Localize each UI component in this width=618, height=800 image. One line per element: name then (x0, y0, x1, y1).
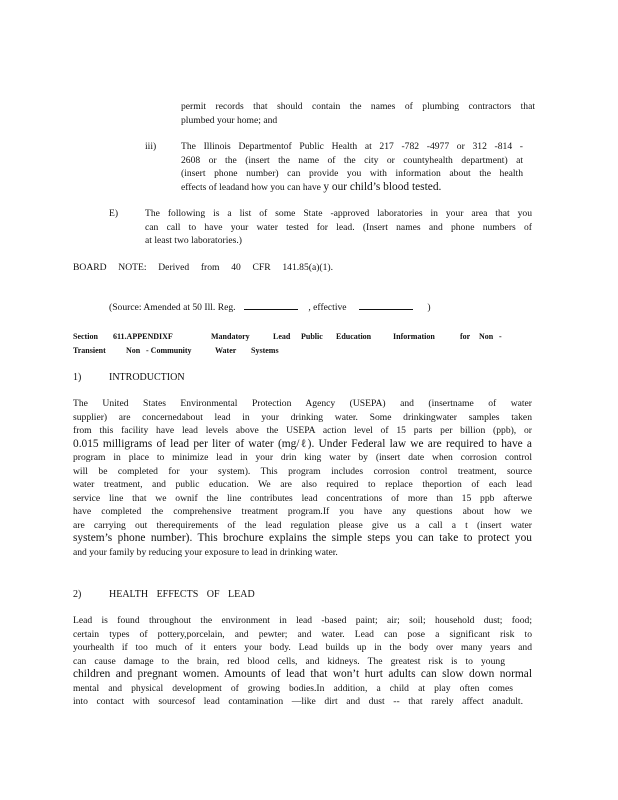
item-iii-text (181, 140, 523, 194)
header-word: Lead (273, 332, 291, 341)
header-word: - Community (146, 346, 192, 355)
text-line: mental and physical development of growing bodies.In addition, a child at play often comes (73, 682, 513, 694)
text-line: The United States Environmental Protection Agency (USEPA) and (insertname of water (73, 398, 532, 409)
header-word: Information (393, 332, 435, 341)
text-line: yourhealth if too much of it enters your body. Lead builds up in the body over many years and (73, 642, 532, 653)
text-fragment: y our child’s blood tested. (323, 180, 442, 193)
intro-paragraph (73, 397, 532, 559)
health-paragraph (73, 614, 532, 709)
health-number: 2) (73, 589, 82, 600)
header-word: Mandatory (211, 332, 250, 341)
header-word: 611.APPENDIXF (113, 332, 173, 341)
intro-heading: INTRODUCTION (109, 372, 185, 383)
text-line: certain types of pottery,porcelain, and pewter; and water. Lead can pose a significant risk to (73, 628, 532, 640)
text-line: 2608 or the (insert the name of the city or countyhealth department) at (181, 154, 523, 166)
text-line: are carrying out therequirements of the lead regulation please give us a call a t (insert water (73, 519, 532, 531)
text-line: program in place to minimize lead in your drin king water by (insert date when corrosion control (73, 452, 532, 463)
text-line: can cause damage to the brain, red blood cells, and kidneys. The greatest risk is to young (73, 655, 505, 667)
text-line: permit records that should contain the names of plumbing contractors that (181, 101, 535, 112)
text-line: Lead is found throughout the environment in lead -based paint; air; soil; household dust; food; (73, 615, 532, 626)
text-line: supplier) are concernedabout lead in your drinking water. Some drinkingwater samples taken (73, 411, 532, 423)
header-word: Non (479, 332, 494, 341)
text-line: 0.015 milligrams of lead per liter of water (mg/ℓ). Under Federal law we are required to have a (73, 437, 532, 450)
text-line (181, 181, 523, 195)
intro-number: 1) (73, 372, 82, 383)
text-line: The Illinois Departmentof Public Health at 217 -782 -4977 or 312 -814 - (181, 141, 523, 152)
header-word: for (460, 332, 471, 341)
header-word: Systems (251, 346, 279, 355)
header-word: Transient (73, 346, 106, 355)
text-line: water treatment, and public education. We are also required to replace theportion of each lead (73, 479, 532, 490)
text-line: will be completed for your system). This program includes corrosion control treatment, source (73, 465, 532, 477)
text-line: and your family by reducing your exposure to lead in drinking water. (73, 546, 338, 558)
text-line: from this facility have lead levels above the USEPA action level of 15 parts per billion (ppb), or (73, 425, 532, 436)
text-line: can call to have your water tested for lead. (Insert names and phone numbers of (145, 221, 532, 233)
list-marker-iii: iii) (145, 141, 157, 152)
text-line: at least two laboratories.) (145, 235, 242, 246)
list-marker-e: E) (109, 208, 119, 219)
header-word: Education (336, 332, 372, 341)
health-heading: HEALTH EFFECTS OF LEAD (109, 589, 255, 600)
text-line: plumbed your home; and (181, 114, 278, 126)
text-line: children and pregnant women. Amounts of lead that won’t hurt adults can slow down normal (73, 668, 532, 680)
blank-line (244, 300, 298, 310)
header-word: Non (126, 346, 141, 355)
source-close: ) (427, 302, 431, 313)
permit-text (181, 100, 535, 127)
text-line: (insert phone number) can provide you with information about the health (181, 168, 523, 179)
source-effective: , effective (308, 302, 347, 313)
source-prefix: (Source: Amended at 50 Ill. Reg. (109, 302, 236, 313)
header-word: Public (301, 332, 323, 341)
header-word: Section (73, 332, 98, 341)
text-line: have completed the comprehensive treatment program.If you have any questions about how we (73, 506, 532, 517)
header-word: - (499, 332, 502, 341)
text-line: system’s phone number). This brochure explains the simple steps you can take to protect you (73, 532, 532, 544)
board-note: BOARD NOTE: Derived from 40 CFR 141.85(a)(1). (73, 262, 333, 273)
text-line: into contact with sourcesof lead contamination —like dirt and dust -- that rarely affect anadult. (73, 696, 523, 707)
text-fragment: effects of leadand how you can have (181, 181, 321, 193)
blank-line (359, 300, 413, 310)
header-word: Water (215, 346, 237, 355)
item-e-text (145, 207, 532, 248)
source-line (109, 300, 469, 315)
text-line: service line that we ownif the line contributes lead concentrations of more than 15 ppb afterwe (73, 492, 532, 504)
text-line: The following is a list of some State -approved laboratories in your area that you (145, 208, 532, 219)
